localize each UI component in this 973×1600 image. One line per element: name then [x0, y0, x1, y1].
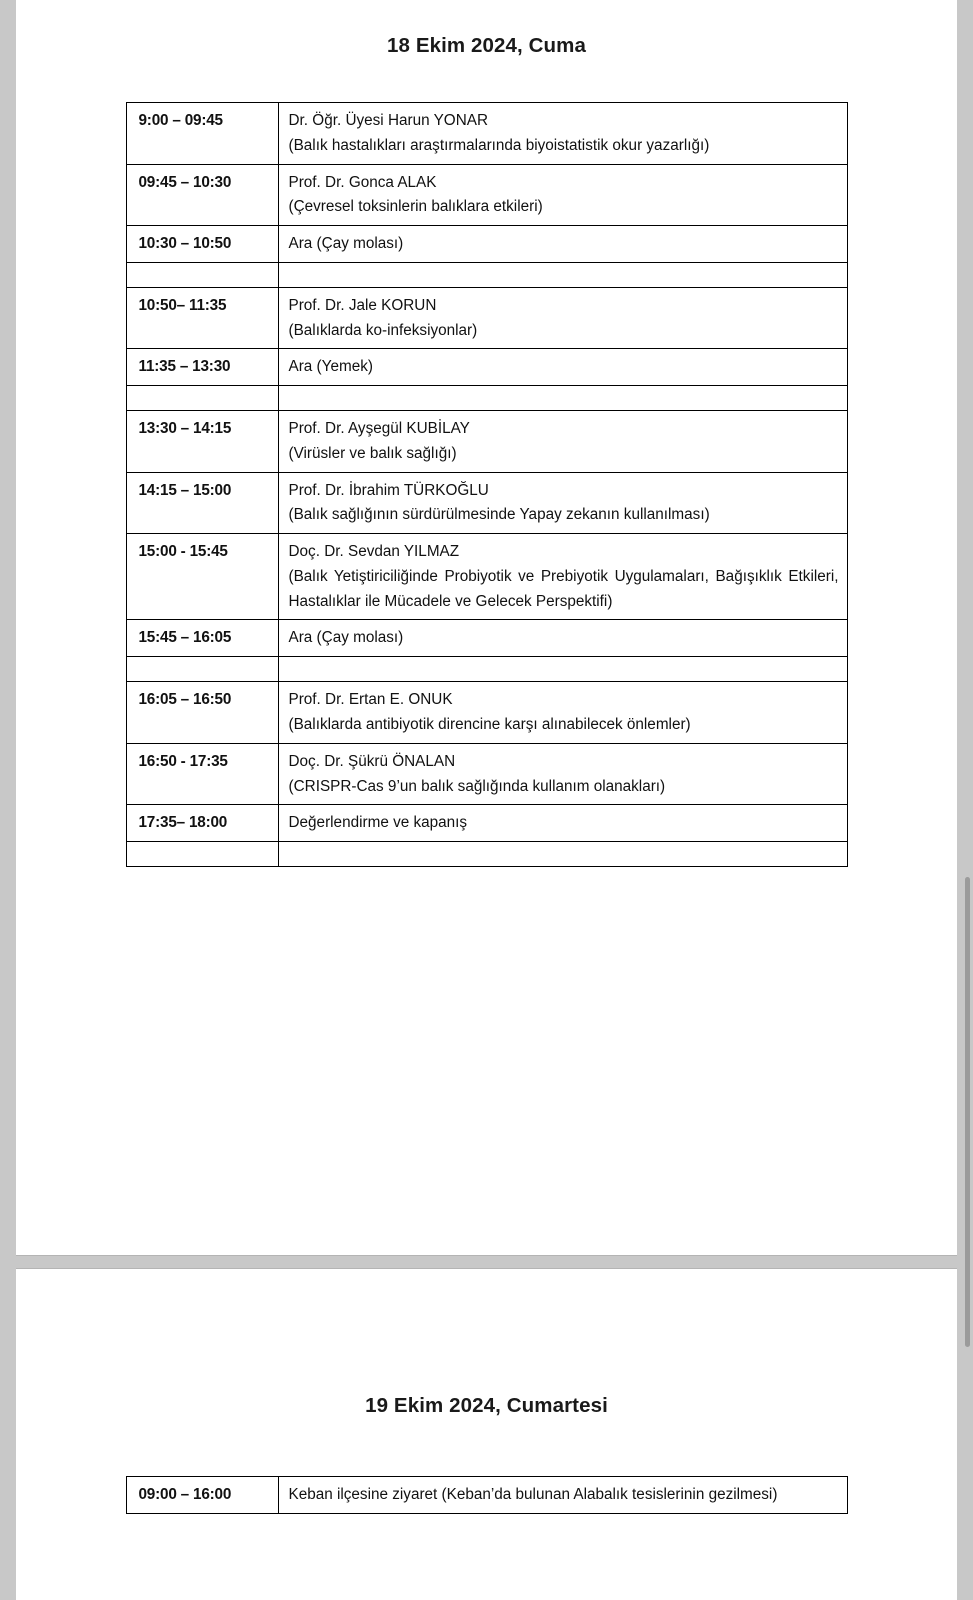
row-time: 15:00 - 15:45 — [126, 534, 278, 620]
document-page-2 — [16, 1269, 957, 1600]
row-detail-line: Keban ilçesine ziyaret (Keban’da bulunan Alabalık tesislerinin gezilmesi) — [288, 1486, 778, 1503]
table-row — [126, 1477, 847, 1514]
table-row-spacer — [126, 842, 847, 867]
row-time: 16:05 – 16:50 — [126, 682, 278, 744]
row-detail-line: Prof. Dr. Gonca ALAK — [288, 173, 437, 191]
row-time-empty — [126, 262, 278, 287]
table-row — [126, 743, 847, 805]
row-time: 10:50– 11:35 — [126, 287, 278, 349]
table-row — [126, 620, 847, 657]
row-detail — [278, 226, 847, 263]
row-detail-line: Doç. Dr. Şükrü ÖNALAN — [288, 752, 456, 770]
row-time: 14:15 – 15:00 — [126, 472, 278, 534]
row-detail-line: (Balık Yetiştiriciliğinde Probiyotik ve Prebiyotik Uygulamaları, Bağışıklık Etkileri, Hastalıklar ile Mücadele ve Gelecek Perspektifi) — [288, 567, 839, 610]
row-detail-empty — [278, 657, 847, 682]
row-time: 16:50 - 17:35 — [126, 743, 278, 805]
row-time: 09:45 – 10:30 — [126, 164, 278, 226]
vertical-scrollbar[interactable] — [965, 877, 970, 1347]
row-time: 15:45 – 16:05 — [126, 620, 278, 657]
row-detail-line: (Balıklarda ko-infeksiyonlar) — [288, 321, 478, 339]
table-row-spacer — [126, 386, 847, 411]
row-detail — [278, 682, 847, 744]
row-detail-line: Prof. Dr. Ertan E. ONUK — [288, 691, 453, 709]
table-row — [126, 472, 847, 534]
row-detail — [278, 103, 847, 165]
row-detail — [278, 743, 847, 805]
row-time: 17:35– 18:00 — [126, 805, 278, 842]
row-detail — [278, 620, 847, 657]
row-time-empty — [126, 386, 278, 411]
page-separator — [16, 1255, 957, 1269]
row-time: 10:30 – 10:50 — [126, 226, 278, 263]
row-detail-line: Prof. Dr. İbrahim TÜRKOĞLU — [288, 481, 489, 499]
table-row — [126, 349, 847, 386]
row-detail-line: (Virüsler ve balık sağlığı) — [288, 444, 457, 462]
page-title-day-two: 19 Ekim 2024, Cumartesi — [365, 1394, 608, 1417]
row-time-empty — [126, 657, 278, 682]
row-detail-line: Doç. Dr. Sevdan YILMAZ — [288, 543, 460, 561]
table-row — [126, 103, 847, 165]
row-time: 9:00 – 09:45 — [126, 103, 278, 165]
table-row — [126, 805, 847, 842]
row-detail-empty — [278, 262, 847, 287]
row-time-empty — [126, 842, 278, 867]
row-detail — [278, 411, 847, 473]
row-detail-line: (CRISPR-Cas 9’un balık sağlığında kullanım olanakları) — [288, 777, 666, 795]
row-detail-line: Prof. Dr. Ayşegül KUBİLAY — [288, 420, 470, 438]
row-time: 13:30 – 14:15 — [126, 411, 278, 473]
row-detail-line: Değerlendirme ve kapanış — [288, 814, 468, 832]
row-time: 09:00 – 16:00 — [126, 1477, 278, 1514]
table-row-spacer — [126, 262, 847, 287]
row-detail — [278, 472, 847, 534]
row-detail-line: Ara (Çay molası) — [288, 629, 404, 647]
row-time: 11:35 – 13:30 — [126, 349, 278, 386]
row-detail-line: Dr. Öğr. Üyesi Harun YONAR — [288, 112, 488, 129]
document-page-1 — [16, 0, 957, 1255]
row-detail-line: (Balık hastalıkları araştırmalarında biyoistatistik okur yazarlığı) — [288, 136, 710, 154]
schedule-table-day-one — [126, 102, 848, 867]
table-row-spacer — [126, 657, 847, 682]
row-detail — [278, 1477, 847, 1514]
row-detail — [278, 534, 847, 620]
table-row — [126, 287, 847, 349]
table-row — [126, 226, 847, 263]
row-detail-line: Ara (Yemek) — [288, 358, 373, 376]
schedule-table-day-two — [126, 1476, 848, 1514]
row-detail — [278, 164, 847, 226]
page-title-day-one: 18 Ekim 2024, Cuma — [387, 34, 586, 57]
row-detail-line: Ara (Çay molası) — [288, 235, 404, 253]
row-detail-line: (Çevresel toksinlerin balıklara etkileri) — [288, 198, 543, 216]
table-row — [126, 682, 847, 744]
table-row — [126, 534, 847, 620]
row-detail-line: (Balıklarda antibiyotik direncine karşı alınabilecek önlemler) — [288, 716, 691, 734]
row-detail-empty — [278, 842, 847, 867]
row-detail-empty — [278, 386, 847, 411]
row-detail-line: (Balık sağlığının sürdürülmesinde Yapay zekanın kullanılması) — [288, 506, 710, 524]
row-detail — [278, 349, 847, 386]
row-detail-line: Prof. Dr. Jale KORUN — [288, 296, 437, 314]
row-detail — [278, 805, 847, 842]
row-detail — [278, 287, 847, 349]
table-row — [126, 164, 847, 226]
table-row — [126, 411, 847, 473]
